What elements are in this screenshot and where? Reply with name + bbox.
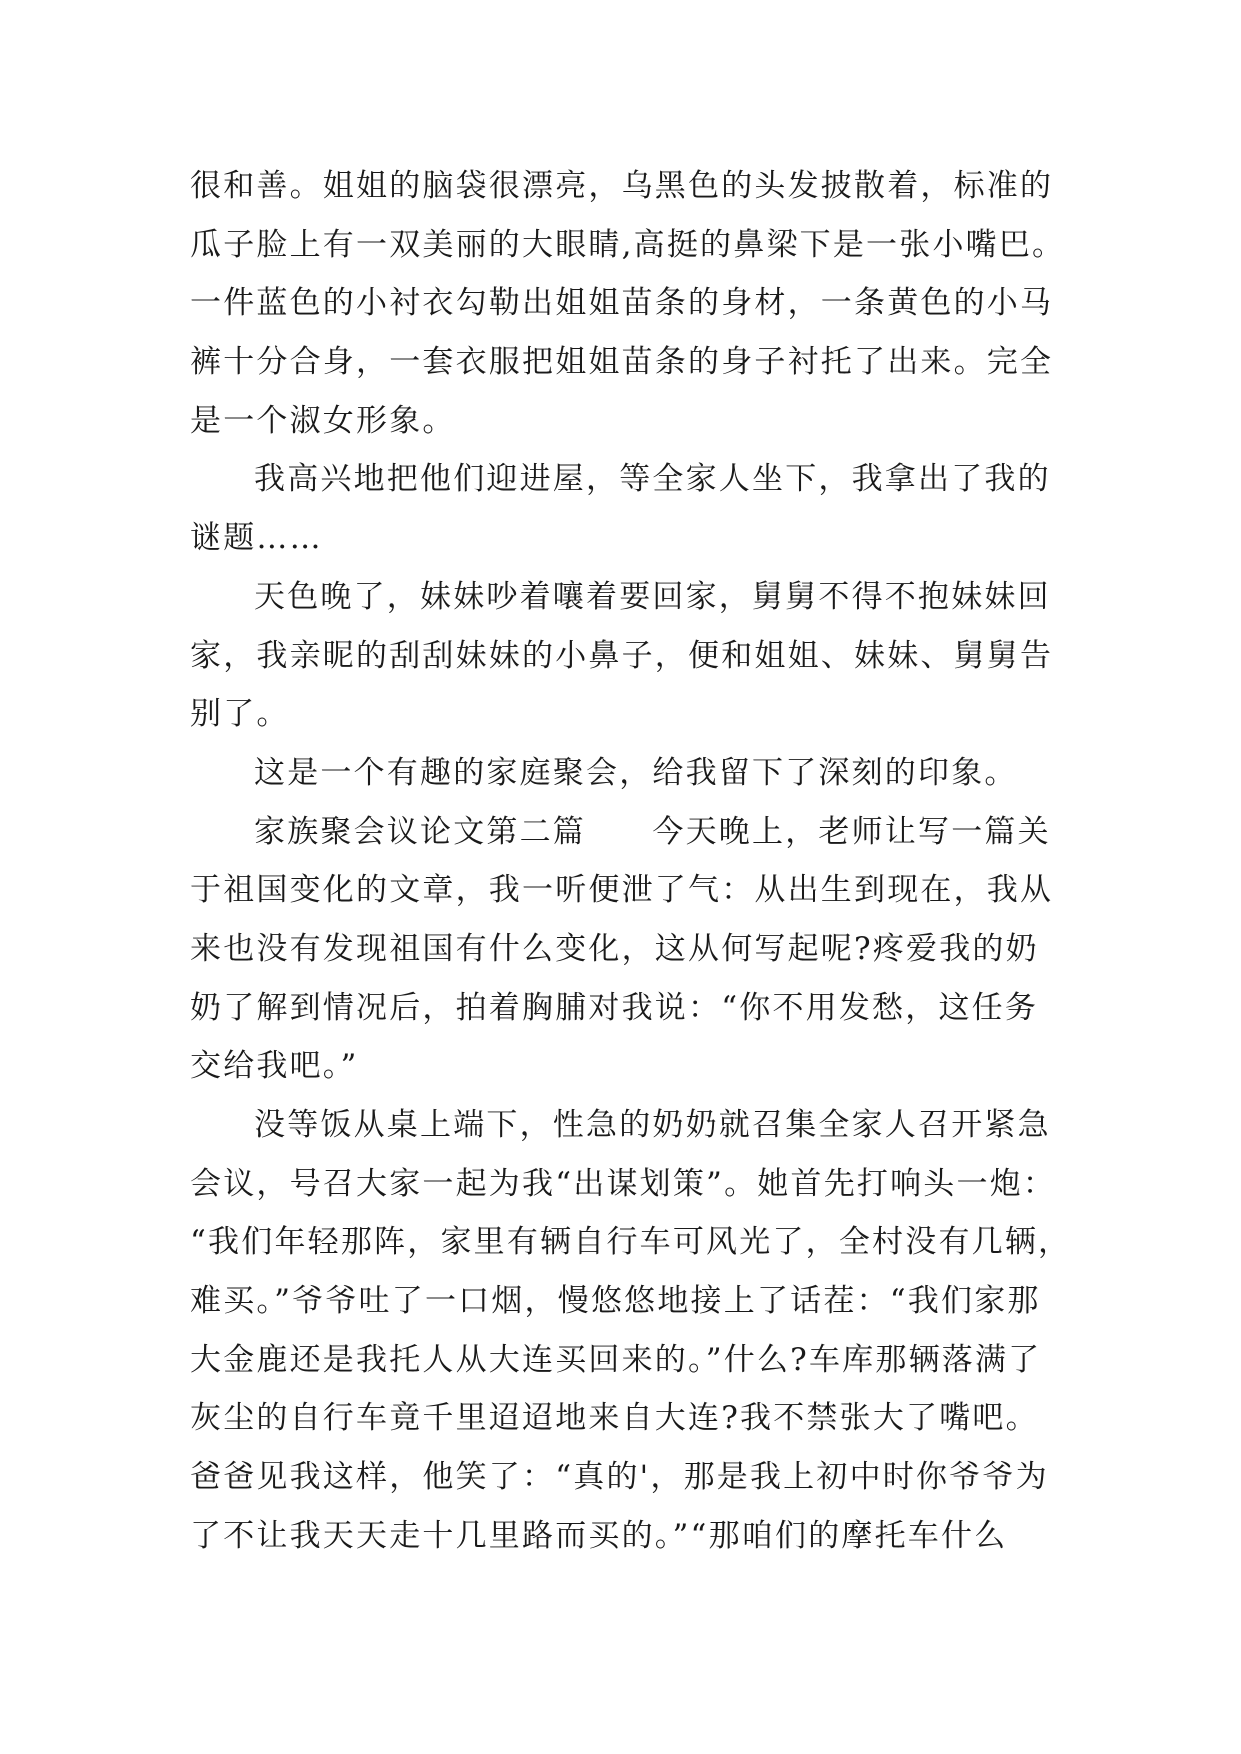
- text-line: 奶了解到情况后，拍着胸脯对我说：“你不用发愁，这任务: [190, 989, 1039, 1026]
- text-line: 这是一个有趣的家庭聚会，给我留下了深刻的印象。: [254, 754, 1018, 791]
- text-line: 家，我亲昵的刮刮妹妹的小鼻子，便和姐姐、妹妹、舅舅告: [190, 637, 1054, 674]
- text-line: “我们年轻那阵，家里有辆自行车可风光了，全村没有几辆，: [190, 1224, 1072, 1261]
- text-line: 会议，号召大家一起为我“出谋划策”。她首先打响头一炮：: [190, 1165, 1057, 1202]
- text-line: 家族聚会议论文第二篇 今天晚上，老师让写一篇关: [254, 813, 1051, 850]
- text-line: 难买。”爷爷吐了一口烟，慢悠悠地接上了话茬：“我们家那: [190, 1283, 1041, 1320]
- text-line: 一件蓝色的小衬衣勾勒出姐姐苗条的身材，一条黄色的小马: [190, 285, 1054, 322]
- body-text: [190, 157, 1090, 1566]
- text-line: 大金鹿还是我托人从大连买回来的。”什么?车库那辆落满了: [190, 1341, 1042, 1378]
- text-line: 来也没有发现祖国有什么变化，这从何写起呢?疼爱我的奶: [190, 930, 1039, 967]
- text-line: 爸爸见我这样，他笑了：“真的'，那是我上初中时你爷爷为: [190, 1459, 1049, 1496]
- text-line: 天色晚了，妹妹吵着嚷着要回家，舅舅不得不抱妹妹回: [254, 578, 1051, 615]
- text-line: 很和善。姐姐的脑袋很漂亮，乌黑色的头发披散着，标准的: [190, 168, 1054, 204]
- text-line: 我高兴地把他们迎进屋，等全家人坐下，我拿出了我的: [254, 461, 1051, 498]
- text-line: 没等饭从桌上端下，性急的奶奶就召集全家人召开紧急: [254, 1107, 1051, 1143]
- text-line: 灰尘的自行车竟千里迢迢地来自大连?我不禁张大了嘴吧。: [190, 1400, 1039, 1437]
- text-line: 交给我吧。”: [190, 1048, 359, 1085]
- text-line: 了不让我天天走十几里路而买的。”“那咱们的摩托车什么: [190, 1517, 1008, 1554]
- text-line: 瓜子脸上有一双美丽的大眼睛,高挺的鼻梁下是一张小嘴巴。: [190, 226, 1066, 263]
- text-line: 别了。: [190, 696, 290, 733]
- text-line: 于祖国变化的文章，我一听便泄了气：从出生到现在，我从: [190, 872, 1054, 909]
- text-line: 是一个淑女形象。: [190, 402, 456, 439]
- text-line: 谜题……: [190, 520, 323, 557]
- text-line: 裤十分合身，一套衣服把姐姐苗条的身子衬托了出来。完全: [190, 344, 1054, 381]
